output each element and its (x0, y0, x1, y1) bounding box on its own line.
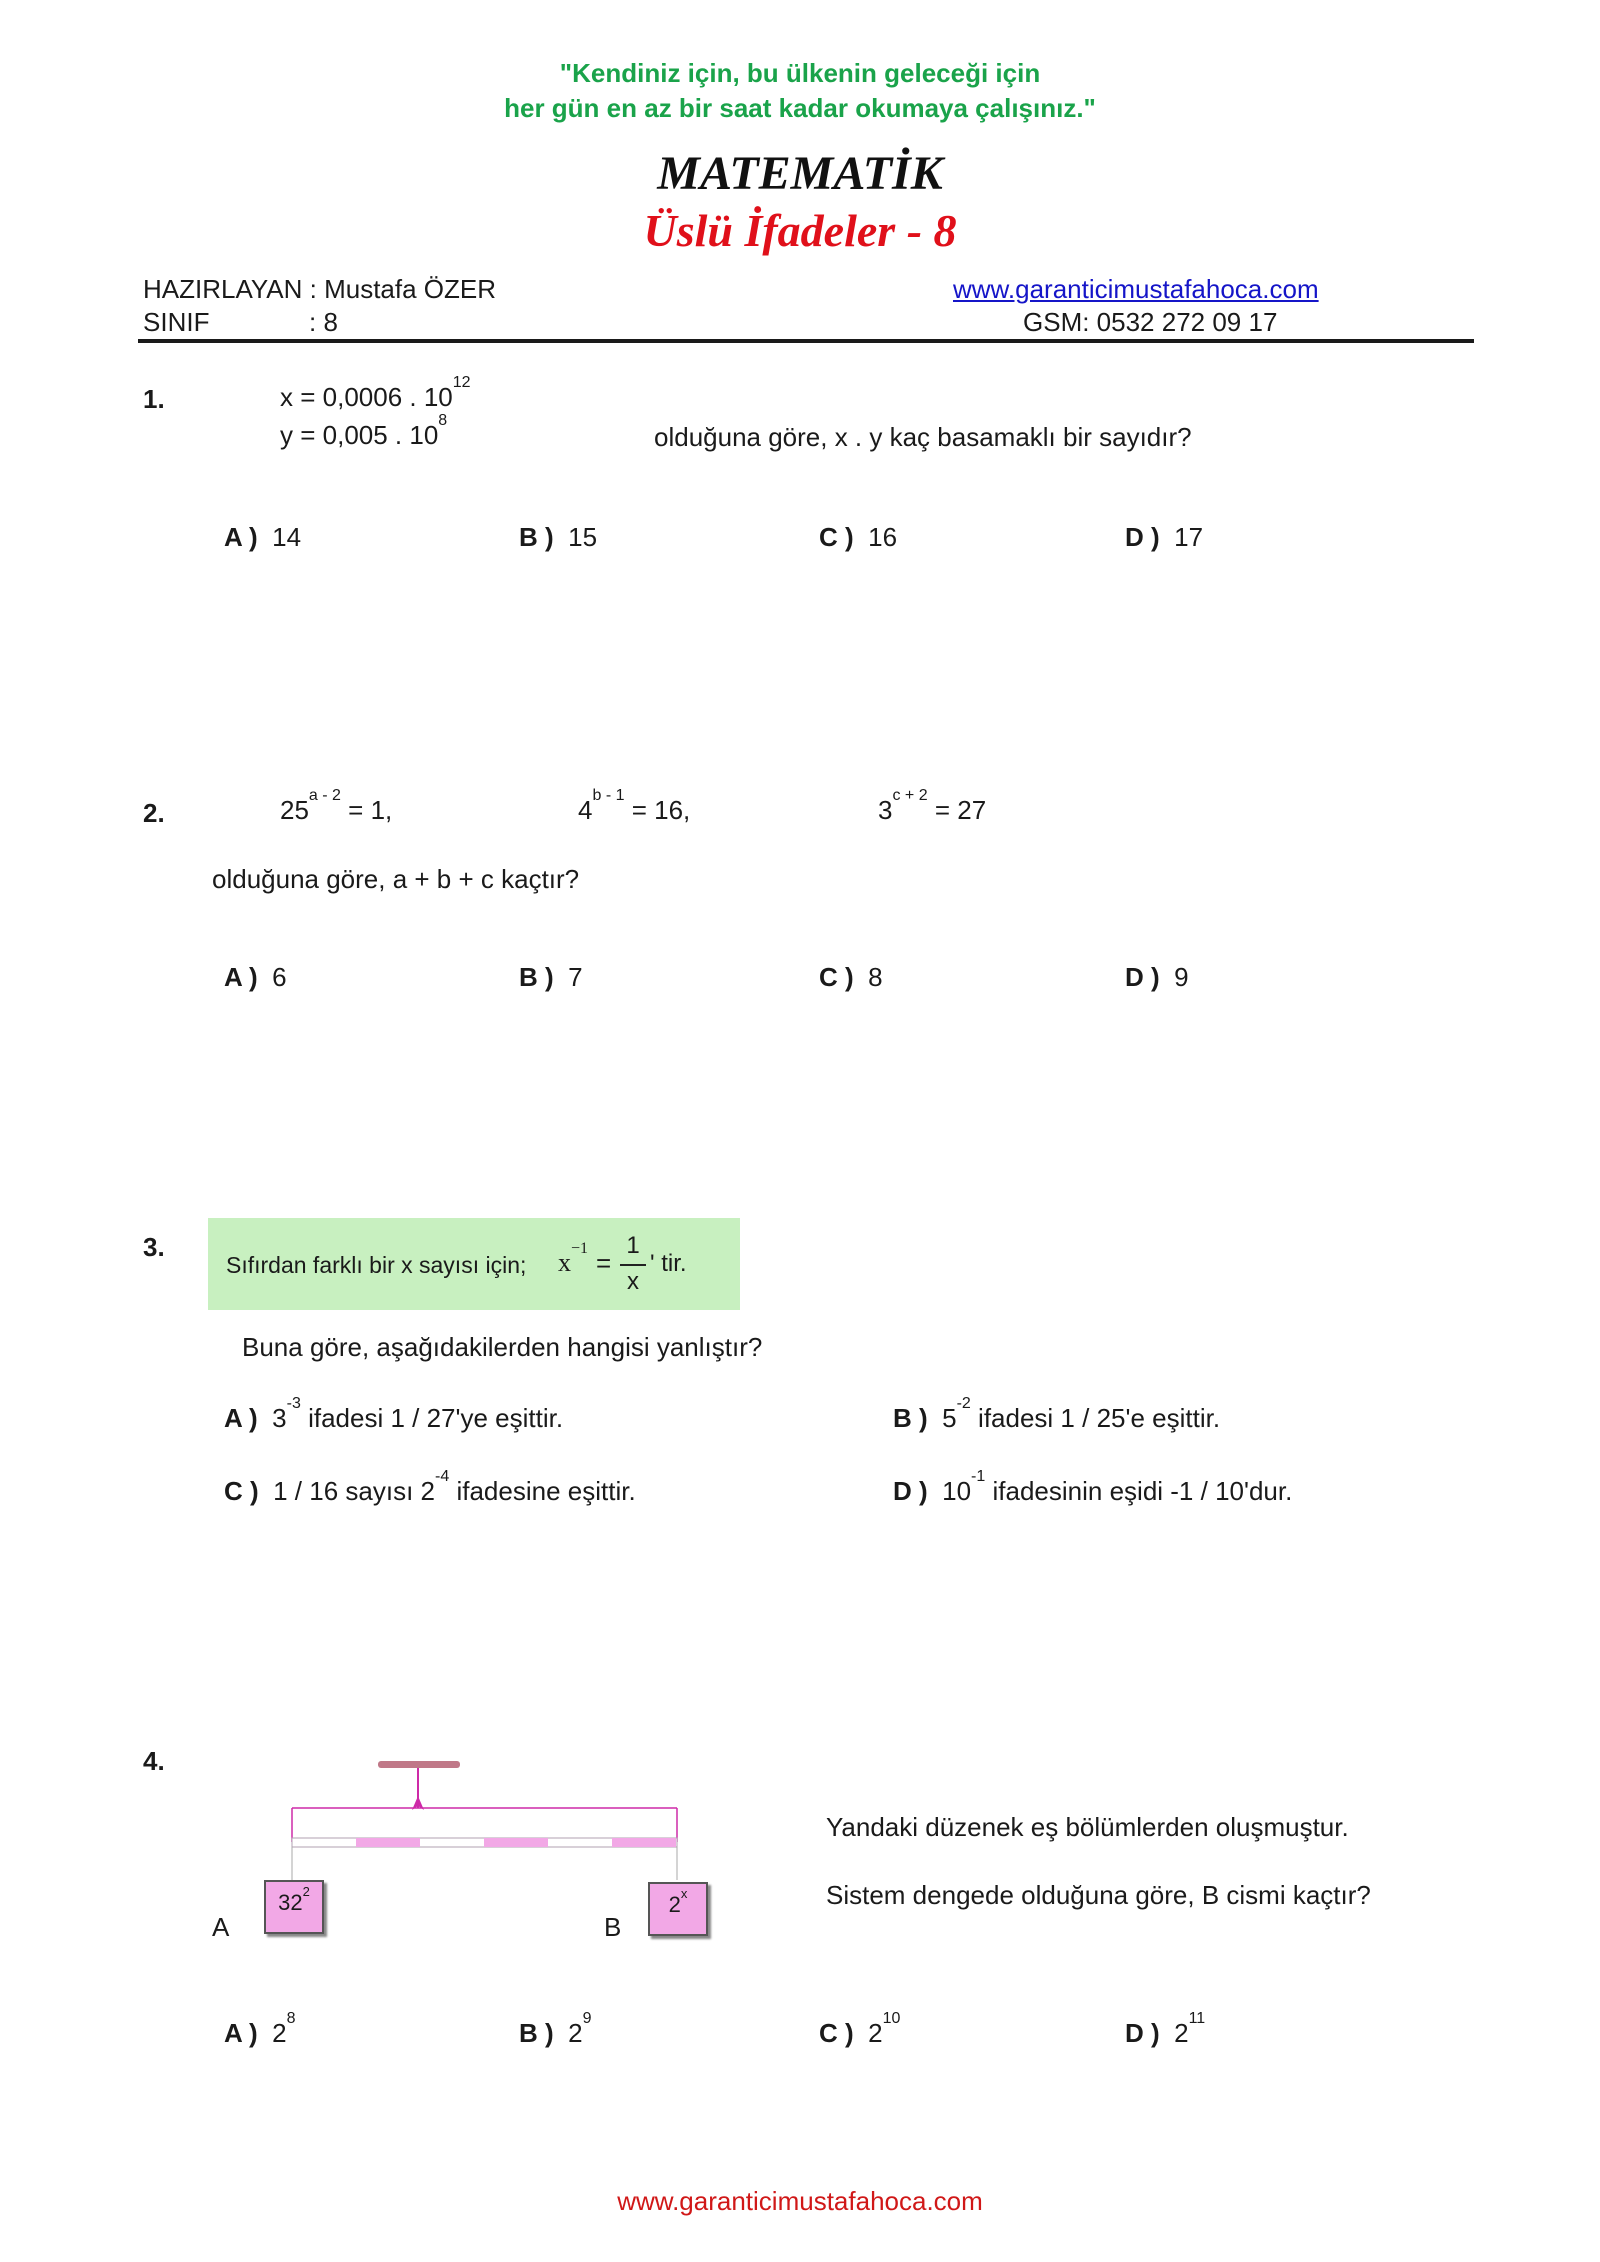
q4-option-d[interactable]: D ) $2^{11}$ (1125, 2010, 1206, 2048)
label-a: A (212, 1912, 230, 1942)
q3-option-a[interactable]: A ) $3^{-3}$ ifadesi 1 / 27'ye eşittir. (224, 1395, 564, 1433)
q2-option-a[interactable]: A ) 6 (224, 962, 287, 992)
q2-option-c[interactable]: C ) 8 (819, 962, 883, 992)
q2-option-b[interactable]: B ) 7 (519, 962, 583, 992)
q1-option-a[interactable]: A ) 14 (224, 522, 302, 552)
class-label: SINIF (143, 307, 210, 337)
question-2-number: 2. (143, 798, 165, 828)
phone: GSM: 0532 272 09 17 (1023, 307, 1278, 337)
q3-fraction-bar (620, 1264, 646, 1266)
q3-option-b[interactable]: B ) $5^{-2}$ ifadesi 1 / 25'e eşittir. (893, 1395, 1221, 1433)
q3-question: Buna göre, aşağıdakilerden hangisi yanlıştır? (242, 1332, 763, 1362)
question-1-number: 1. (143, 384, 165, 414)
beam-segment-1 (356, 1838, 420, 1847)
q2-equation-2: $4^{b - 1} = 16$, (578, 787, 691, 825)
footer-website[interactable]: www.garanticimustafahoca.com (617, 2186, 983, 2216)
q4-option-b[interactable]: B ) $2^9$ (519, 2010, 592, 2048)
q4-option-a[interactable]: A ) $2^8$ (224, 2010, 296, 2048)
q3-option-c[interactable]: C ) 1 / 16 sayısı $2^{-4}$ ifadesine eşittir. (224, 1468, 636, 1506)
question-4-number: 4. (143, 1746, 165, 1776)
q1-y-expression: y = 0,005 . $10^8$ (280, 412, 448, 450)
q2-equation-1: $25^{a - 2} = 1$, (280, 787, 393, 825)
q3-info-box (208, 1218, 740, 1310)
q1-option-c[interactable]: C ) 16 (819, 522, 898, 552)
box-b-label: 2$^x$ (668, 1886, 688, 1917)
q3-option-d[interactable]: D ) $10^{-1}$ ifadesinin eşidi -1 / 10'dur. (893, 1468, 1293, 1506)
box-a-label: $32^2$ (278, 1884, 310, 1915)
q4-description-2: Sistem dengede olduğuna göre, B cismi kaçtır? (826, 1880, 1371, 1910)
weight-box-a (264, 1880, 324, 1934)
label-b: B (604, 1912, 622, 1942)
beam-segment-2 (484, 1838, 548, 1847)
hanger-bar (378, 1761, 460, 1768)
beam-segment-3 (612, 1838, 676, 1847)
q4-description-1: Yandaki düzenek eş bölümlerden oluşmuştur. (826, 1812, 1349, 1842)
q3-info-suffix: ' tir. (650, 1250, 687, 1277)
quote-line-1: "Kendiniz için, bu ülkenin geleceği için (559, 58, 1041, 88)
q1-question: olduğuna göre, x . y kaç basamaklı bir sayıdır? (654, 422, 1192, 452)
quote-line-2: her gün en az bir saat kadar okumaya çalışınız." (504, 93, 1096, 123)
q3-info-numerator: 1 (626, 1232, 640, 1259)
q4-option-c[interactable]: C ) $2^{10}$ (819, 2010, 901, 2048)
topic-title: Üslü İfadeler - 8 (643, 205, 957, 256)
header-divider (138, 339, 1474, 343)
q1-option-d[interactable]: D ) 17 (1125, 522, 1204, 552)
q1-option-b[interactable]: B ) 15 (519, 522, 598, 552)
website-link[interactable]: www.garanticimustafahoca.com (953, 274, 1319, 304)
q2-question: olduğuna göre, a + b + c kaçtır? (212, 864, 580, 894)
author: HAZIRLAYAN : Mustafa ÖZER (143, 274, 497, 304)
q2-option-d[interactable]: D ) 9 (1125, 962, 1189, 992)
q3-info-text: Sıfırdan farklı bir x sayısı için; (226, 1252, 527, 1278)
weight-box-b (648, 1882, 708, 1936)
q3-info-equals: = (596, 1248, 612, 1278)
question-3-number: 3. (143, 1232, 165, 1262)
q1-x-expression: x = 0,0006 . $10^{12}$ (280, 374, 471, 412)
class-value: : 8 (309, 307, 338, 337)
q2-equation-3: $3^{c + 2} = 27$ (878, 787, 987, 825)
q3-info-lhs: $x^{-1}$ (558, 1240, 589, 1277)
q3-info-denominator: x (627, 1268, 639, 1295)
subject-title: MATEMATİK (657, 147, 943, 200)
